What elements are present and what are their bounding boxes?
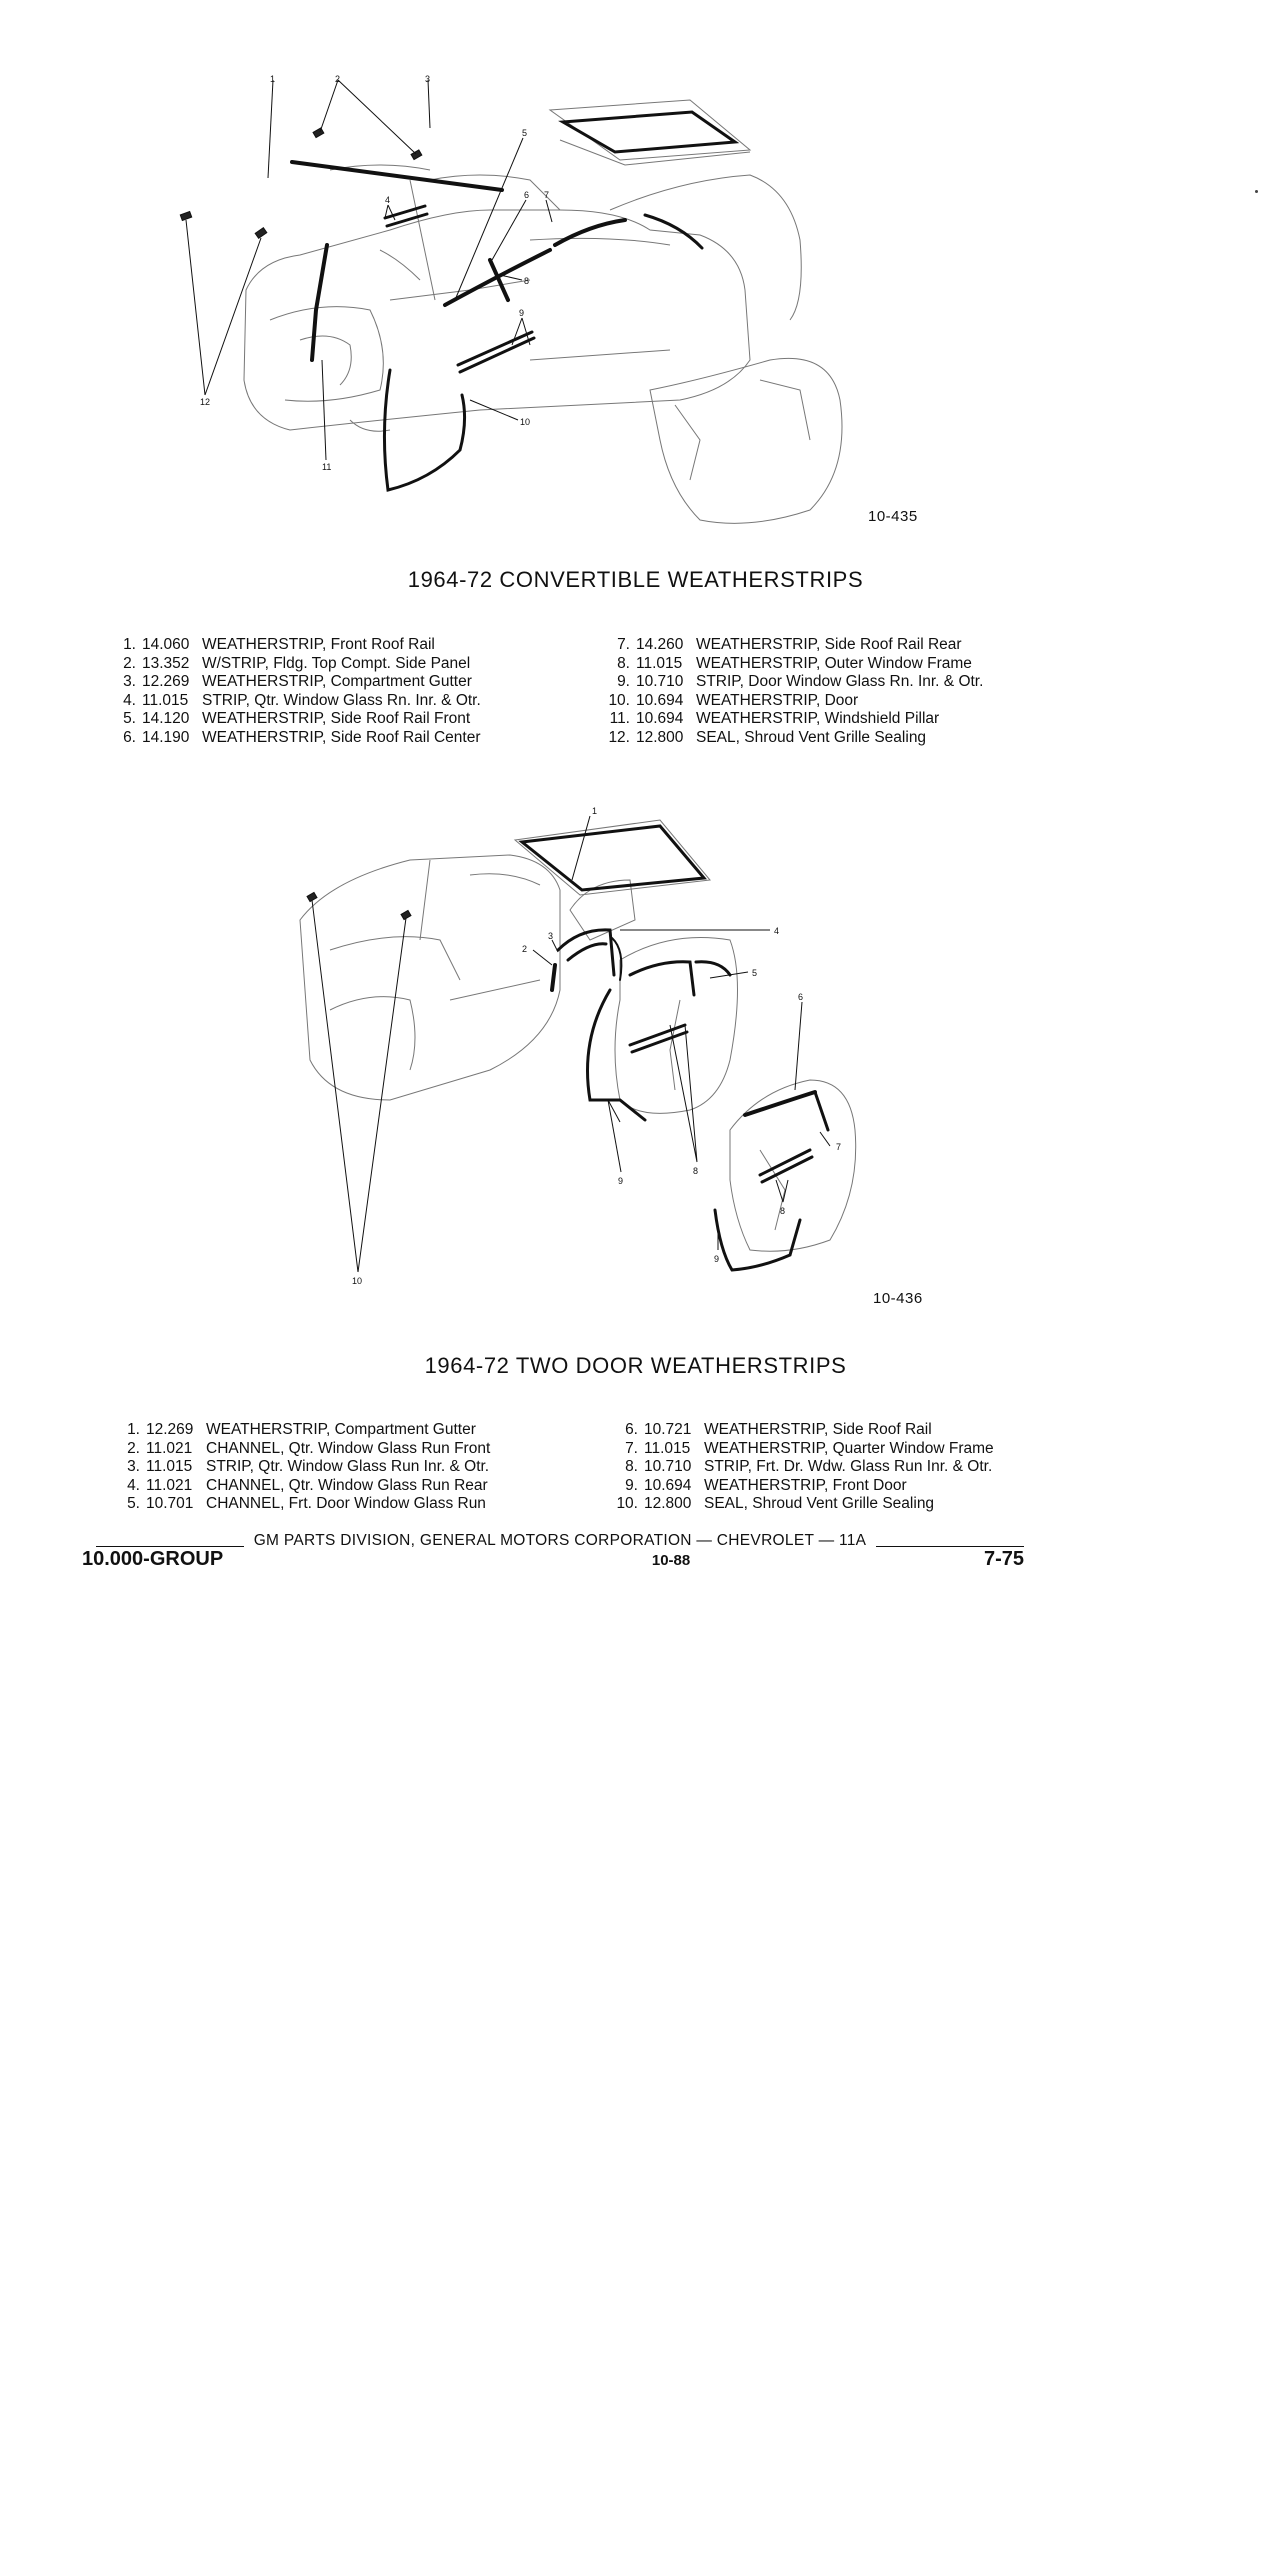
part-code: 10.701 — [146, 1495, 194, 1513]
parts-list-row — [612, 1458, 994, 1477]
part-description: W/STRIP, Fldg. Top Compt. Side Panel — [202, 654, 471, 672]
section-title: 1964-72 CONVERTIBLE WEATHERSTRIPS — [407, 567, 864, 592]
part-index: 1. — [127, 1421, 140, 1438]
part-code: 10.694 — [644, 1476, 692, 1494]
part-description: STRIP, Door Window Glass Rn. Inr. & Otr. — [696, 673, 984, 691]
part-description: WEATHERSTRIP, Outer Window Frame — [696, 654, 972, 672]
parts-list-row — [110, 636, 481, 655]
callout-2: 2 — [522, 944, 528, 954]
part-index: 1. — [123, 636, 136, 653]
callout-10: 10 — [352, 1276, 363, 1286]
part-index: 11. — [609, 710, 630, 728]
parts-list-row — [612, 1421, 994, 1440]
figure-number: 10-436 — [873, 1290, 923, 1307]
callout-3: 3 — [548, 931, 554, 941]
part-description: WEATHERSTRIP, Side Roof Rail — [704, 1421, 932, 1438]
parts-list-row — [604, 692, 983, 711]
figure-number: 10-435 — [868, 508, 918, 525]
parts-list-right — [612, 1421, 994, 1514]
part-index: 10. — [616, 1495, 638, 1513]
callout-7: 7 — [544, 190, 550, 200]
parts-list-row — [612, 1477, 994, 1496]
parts-list-row — [114, 1495, 490, 1514]
footer-division-text: GM PARTS DIVISION, GENERAL MOTORS CORPORATION — CHEVROLET — 11A — [253, 1532, 867, 1549]
part-code: 12.800 — [644, 1495, 692, 1513]
parts-list-row — [110, 710, 481, 729]
part-index: 6. — [123, 728, 136, 746]
part-code: 11.015 — [142, 691, 189, 709]
callout-4: 4 — [385, 195, 391, 205]
part-description: STRIP, Qtr. Window Glass Rn. Inr. & Otr. — [202, 691, 481, 709]
part-code: 14.260 — [636, 636, 684, 653]
parts-list-row — [604, 655, 983, 674]
part-description: STRIP, Qtr. Window Glass Run Inr. & Otr. — [206, 1458, 490, 1476]
part-description: WEATHERSTRIP, Side Roof Rail Center — [202, 728, 481, 746]
part-description: CHANNEL, Qtr. Window Glass Run Front — [206, 1439, 491, 1457]
part-code: 12.800 — [636, 728, 684, 746]
parts-list-row — [110, 729, 481, 748]
part-description: CHANNEL, Qtr. Window Glass Run Rear — [206, 1476, 488, 1494]
footer-rule-left — [96, 1536, 244, 1547]
part-description: WEATHERSTRIP, Front Roof Rail — [202, 636, 435, 653]
part-index: 10. — [608, 691, 630, 709]
part-code: 14.060 — [142, 636, 190, 653]
part-description: WEATHERSTRIP, Windshield Pillar — [696, 710, 940, 728]
part-index: 4. — [123, 691, 136, 709]
callout-6: 6 — [524, 190, 530, 200]
callout-labels — [352, 806, 841, 1286]
part-index: 3. — [127, 1458, 140, 1476]
section-title: 1964-72 TWO DOOR WEATHERSTRIPS — [424, 1353, 847, 1378]
parts-list-row — [612, 1440, 994, 1459]
part-index: 8. — [617, 654, 630, 672]
callout-9: 9 — [519, 308, 525, 318]
callout-6: 6 — [798, 992, 804, 1002]
part-code: 14.120 — [142, 710, 190, 728]
part-index: 7. — [625, 1439, 638, 1457]
part-index: 9. — [625, 1476, 638, 1494]
parts-list-row — [604, 673, 983, 692]
parts-list-left — [114, 1421, 490, 1514]
part-description: WEATHERSTRIP, Compartment Gutter — [202, 673, 472, 691]
part-index: 9. — [617, 673, 630, 691]
callout-2: 2 — [335, 74, 341, 84]
part-index: 2. — [127, 1439, 140, 1457]
parts-list-row — [604, 729, 983, 748]
parts-list-right — [604, 636, 983, 748]
part-index: 4. — [127, 1476, 140, 1494]
callout-5: 5 — [522, 128, 528, 138]
part-description: SEAL, Shroud Vent Grille Sealing — [704, 1495, 935, 1513]
callout-1: 1 — [592, 806, 598, 816]
callout-11: 11 — [322, 462, 332, 472]
part-description: WEATHERSTRIP, Quarter Window Frame — [704, 1439, 994, 1457]
part-description: WEATHERSTRIP, Compartment Gutter — [206, 1421, 476, 1438]
part-code: 10.694 — [636, 691, 684, 709]
part-description: WEATHERSTRIP, Door — [696, 691, 859, 709]
callout-4: 4 — [774, 926, 780, 936]
part-code: 13.352 — [142, 654, 190, 672]
footer-rule-right — [876, 1536, 1024, 1547]
part-code: 12.269 — [146, 1421, 194, 1438]
footer-page-number: 7-75 — [983, 1548, 1024, 1570]
parts-list-row — [114, 1458, 490, 1477]
part-description: CHANNEL, Frt. Door Window Glass Run — [206, 1495, 486, 1513]
part-code: 11.021 — [146, 1439, 193, 1457]
callout-8: 8 — [524, 276, 530, 286]
two-door-illustration — [290, 800, 930, 1290]
convertible-illustration — [200, 60, 950, 530]
callout-8: 8 — [780, 1206, 786, 1216]
callout-12: 12 — [200, 397, 211, 407]
part-index: 6. — [625, 1421, 638, 1438]
parts-list-row — [114, 1477, 490, 1496]
part-index: 5. — [127, 1495, 140, 1513]
parts-list-row — [604, 710, 983, 729]
part-code: 10.721 — [644, 1421, 692, 1438]
part-code: 11.015 — [644, 1439, 691, 1457]
part-index: 12. — [608, 728, 630, 746]
parts-list-left — [110, 636, 481, 748]
part-index: 3. — [123, 673, 136, 691]
callout-8: 8 — [693, 1166, 699, 1176]
scan-speck — [1255, 190, 1258, 193]
part-code: 10.710 — [644, 1458, 692, 1476]
footer-bottom — [82, 1548, 1024, 1571]
parts-list-row — [110, 673, 481, 692]
part-index: 2. — [123, 654, 136, 672]
part-index: 7. — [617, 636, 630, 653]
callout-9: 9 — [618, 1176, 624, 1186]
callout-5: 5 — [752, 968, 758, 978]
parts-list-row — [110, 655, 481, 674]
part-index: 8. — [625, 1458, 638, 1476]
callout-3: 3 — [425, 74, 431, 84]
footer-date: 10-88 — [651, 1552, 691, 1569]
part-index: 5. — [123, 710, 136, 728]
part-description: WEATHERSTRIP, Side Roof Rail Rear — [696, 636, 962, 653]
part-description: SEAL, Shroud Vent Grille Sealing — [696, 728, 927, 746]
part-code: 11.015 — [146, 1458, 193, 1476]
parts-list-row — [604, 636, 983, 655]
parts-list-row — [612, 1495, 994, 1514]
callout-10: 10 — [520, 417, 531, 427]
part-code: 11.021 — [146, 1476, 193, 1494]
part-code: 12.269 — [142, 673, 190, 691]
part-description: WEATHERSTRIP, Side Roof Rail Front — [202, 710, 471, 728]
part-description: STRIP, Frt. Dr. Wdw. Glass Run Inr. & Otr. — [704, 1458, 993, 1476]
callout-1: 1 — [270, 74, 276, 84]
part-description: WEATHERSTRIP, Front Door — [704, 1476, 907, 1494]
part-code: 14.190 — [142, 728, 190, 746]
parts-list-row — [114, 1440, 490, 1459]
part-code: 11.015 — [636, 654, 683, 672]
footer-group: 10.000-GROUP — [82, 1548, 224, 1570]
part-code: 10.694 — [636, 710, 684, 728]
parts-list-row — [110, 692, 481, 711]
callout-9: 9 — [714, 1254, 720, 1264]
parts-list-row — [114, 1421, 490, 1440]
callout-7: 7 — [836, 1142, 842, 1152]
part-code: 10.710 — [636, 673, 684, 691]
